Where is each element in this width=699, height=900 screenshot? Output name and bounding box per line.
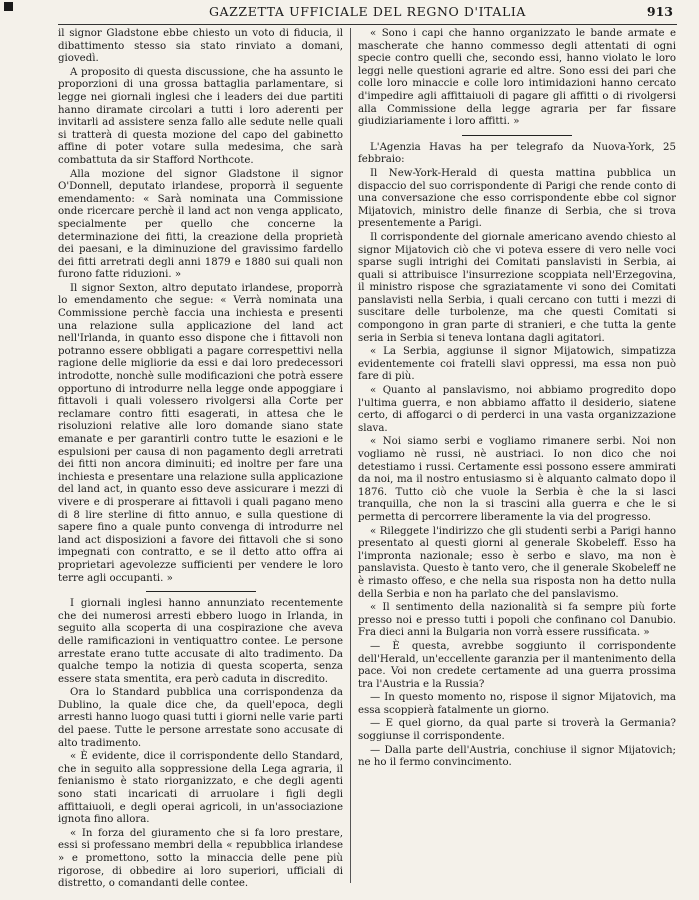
- paragraph: il signor Gladstone ebbe chiesto un voto di fiducia, il dibattimento stesso sia stato rinviato a domani, giovedì.: [58, 28, 343, 65]
- section-divider: [462, 135, 572, 136]
- paragraph: Alla mozione del signor Gladstone il signor O'Donnell, deputato irlandese, proporrà il seguente emendamento: « Sarà nominata una Commissione onde ricercare perchè il land act non venga applicato, specialmente per quello che concerne la determinazione dei fitti, la creazione della proprietà dei paesani, e la diminuzione del gravissimo fardello dei fitti arretrati degli anni 1879 e 1880 sui quali non furono fatte riduzioni. »: [58, 168, 343, 281]
- paragraph: — Dalla parte dell'Austria, conchiuse il signor Mijatovich; ne ho il fermo convincimento.: [358, 744, 676, 769]
- paragraph: « Quanto al panslavismo, noi abbiamo progredito dopo l'ultima guerra, e non abbiamo affatto il desiderio, siatene certo, di affogarci o di perderci in una vasta organizzazione slava.: [358, 385, 676, 434]
- right-column: [358, 28, 676, 771]
- paragraph: « Rileggete l'indirizzo che gli studenti serbi a Parigi hanno presentato al questi giorni al generale Skobeleff. Esso ha l'impronta nazionale; esso è serbo e slavo, ma non è panslavista. Questo è tanto vero, che il generale Skobeleff ne è rimasto offeso, e che nella sua risposta non ha detto nulla della Serbia e non ha parlato che del panslavismo.: [358, 525, 676, 600]
- paragraph: Il New-York-Herald di questa mattina pubblica un dispaccio del suo corrispondente di Parigi che rende conto di una conversazione che esso corrispondente ebbe col signor Mijatovich, ministro delle finanze di Serbia, che si trova presentemente a Parigi.: [358, 167, 676, 230]
- header-rule: [58, 24, 677, 25]
- paragraph: I giornali inglesi hanno annunziato recentemente che dei numerosi arresti ebbero luogo in Irlanda, in seguito alla scoperta di una cospirazione che aveva delle ramificazioni in ventiquattro contee. Le persone arrestate erano tutte accusate di alto tradimento. Da qualche tempo la notizia di questa scoperta, senza essere stata smentita, era però caduta in discredito.: [58, 598, 343, 685]
- paragraph: « In forza del giuramento che si fa loro prestare, essi si professano membri della « repubblica irlandese » e promettono, sotto la minaccia delle pene più rigorose, di obbedire ai loro superiori, ufficiali di distretto, o comandanti delle contee.: [58, 827, 343, 890]
- paragraph: Ora lo Standard pubblica una corrispondenza da Dublino, la quale dice che, da quell'epoca, degli arresti hanno luogo quasi tutti i giorni nelle varie parti del paese. Tutte le persone arrestate sono accusate di alto tradimento.: [58, 687, 343, 749]
- paragraph: Il corrispondente del giornale americano avendo chiesto al signor Mijatovich ciò che vi poteva essere di vero nelle voci sparse sugli intrighi dei Comitati panslavisti in Serbia, ai quali si attribuisce l'insurrezione scoppiata nell'Erzegovina, il ministro rispose che sgraziatamente vi sono dei Comitati panslavisti nella Serbia, i quali cercano con tutti i mezzi di suscitare delle turbolenze, ma che questi Comitati si compongono in gran parte di stranieri, e che tutta la gente seria in Serbia si teneva lontana dagli agitatori.: [358, 231, 676, 344]
- paragraph: « È evidente, dice il corrispondente dello Standard, che in seguito alla soppressione della Lega agraria, il fenianismo è stato riorganizzato, e che degli agenti sono stati incaricati di arruolare i figli degli affittaiuoli, e degli operai agricoli, in un'associazione ignota fino allora.: [58, 751, 343, 826]
- dateline: L'Agenzia Havas ha per telegrafo da Nuova-York, 25 febbraio:: [358, 141, 676, 166]
- paragraph: — In questo momento no, rispose il signor Mijatovich, ma essa scoppierà fatalmente un giorno.: [358, 692, 676, 716]
- page-header: [58, 2, 677, 22]
- page-number: 913: [646, 4, 673, 19]
- paragraph: — E quel giorno, da qual parte si troverà la Germania? soggiunse il corrispondente.: [358, 718, 676, 743]
- paragraph: « Sono i capi che hanno organizzato le bande armate e mascherate che hanno commesso degli attentati di ogni specie contro quelli che, secondo essi, hanno violato le loro leggi nelle questioni agrarie ed altre. Sono essi dei pari che colle loro minaccie e colle loro intimidazioni hanno cercato d'impedire agli affittaiuoli di pagare gli affitti o di rivolgersi alla Commissione della legge agraria per far fissare giudiziariamente i loro affitti. »: [358, 28, 676, 128]
- section-divider: [146, 591, 256, 592]
- left-column: [58, 28, 343, 892]
- running-title: GAZZETTA UFFICIALE DEL REGNO D'ITALIA: [208, 4, 527, 19]
- paragraph: — È questa, avrebbe soggiunto il corrispondente dell'Herald, un'eccellente garanzia per il mantenimento della pace. Voi non credete certamente ad una guerra prossima tra l'Austria e la Russia?: [358, 640, 676, 690]
- paragraph: « Noi siamo serbi e vogliamo rimanere serbi. Noi non vogliamo nè russi, nè austriaci. Io non dico che noi detestiamo i russi. Certamente essi possono essere ammirati da noi, ma il nostro entusiasmo si è alquanto calmato dopo il 1876. Tutto ciò che vuole la Serbia è che la si lasci tranquilla, che non la si trascini alla guerra e che le si permetta di percorrere liberamente la via del progresso.: [358, 436, 676, 523]
- paragraph: Il signor Sexton, altro deputato irlandese, proporrà lo emendamento che segue: « Verrà nominata una Commissione perchè faccia una inchiesta e presenti una relazione sulla applicazione del land act nell'Irlanda, in quanto esso dispone che i fittavoli non potranno essere obbligati a pagare correspettivi nella ragione delle migliorie da essi e dai loro predecessori introdotte, nonchè sulle modificazioni che potrà essere opportuno di introdurre nella legge onde appoggiare i fittavoli i quali volessero rivolgersi alla Corte per reclamare contro fitti esagerati, in attesa che le risoluzioni relative alle loro domande siano state emanate e per garantirli contro tutte le esazioni e le espulsioni per causa di non pagamento degli arretrati dei fitti non ancora diminuiti; ed inoltre per fare una inchiesta e presentare una relazione sulla applicazione del land act, in quanto esso deve assicurare i mezzi di vivere e di prosperare ai fittavoli i quali pagano meno di 8 lire sterline di fitto annuo, e sulla questione di sapere fino a quale punto convenga di introdurre nel land act disposizioni a favore dei fittavoli che si sono impegnati con contratto, e se il detto atto offra ai proprietari agevolezze sufficienti per vendere le loro terre agli occupanti. »: [58, 282, 343, 584]
- column-divider: [350, 28, 351, 883]
- paragraph: « Il sentimento della nazionalità si fa sempre più forte presso noi e presso tutti i popoli che confinano col Danubio. Fra dieci anni la Bulgaria non vorrà essere russificata. »: [358, 602, 676, 639]
- paragraph: « La Serbia, aggiunse il signor Mijatowich, simpatizza evidentemente coi fratelli slavi oppressi, ma essa non può fare di più.: [358, 346, 676, 383]
- corner-print-mark: [4, 2, 13, 11]
- paragraph: A proposito di questa discussione, che ha assunto le proporzioni di una grossa battaglia parlamentare, si legge nei giornali inglesi che i leaders dei due partiti hanno diramate circolari a tutti i loro aderenti per invitarli ad assistere senza fallo alle sedute nelle quali si tratterà di questa mozione del capo del gabinetto affine di poter votare sulla medesima, che sarà combattuta da sir Stafford Northcote.: [58, 66, 343, 166]
